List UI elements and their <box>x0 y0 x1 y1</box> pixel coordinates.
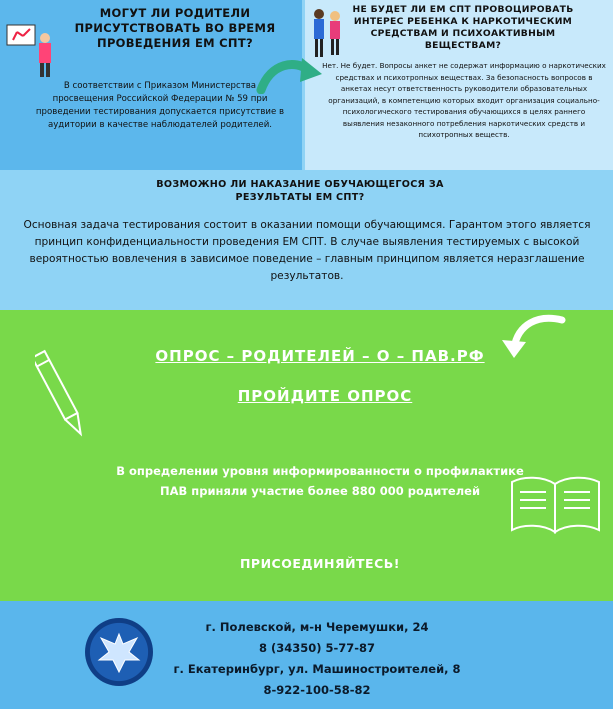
phone-polevskoy[interactable]: 8 (34350) 5-77-87 <box>258 641 376 655</box>
join-call-text: ПРИСОЕДИНЯЙТЕСЬ! <box>239 556 401 571</box>
eagle-logo-icon <box>85 618 153 686</box>
address-polevskoy: г. Полевской, м-н Черемушки, 24 <box>205 620 429 634</box>
phone-ekaterinburg[interactable]: 8-922-100-58-82 <box>263 683 371 697</box>
answer-text-parents: В соответствии с Приказом Министерства просвещения Российской Федерации № 59 при проведении тестирования допускается присутствие в аудитории в качестве наблюдателей родителей. <box>35 81 285 130</box>
question-title-punishment: ВОЗМОЖНО ЛИ НАКАЗАНИЕ ОБУЧАЮЩЕГОСЯ ЗА РЕЗУЛЬТАТЫ ЕМ СПТ? <box>156 179 444 203</box>
question-title-interest: НЕ БУДЕТ ЛИ ЕМ СПТ ПРОВОЦИРОВАТЬ ИНТЕРЕС РЕБЕНКА К НАРКОТИЧЕСКИМ СРЕДСТВАМ И ПСИХОАКТИВНЫМ ВЕЩЕСТВАМ? <box>352 4 574 51</box>
address-ekaterinburg: г. Екатеринбург, ул. Машиностроителей, 8 <box>173 662 461 676</box>
eagle-emblem-icon <box>93 626 145 678</box>
teacher-illustration-icon <box>5 20 60 80</box>
open-book-icon <box>508 470 603 540</box>
take-survey-link[interactable]: ПРОЙДИТЕ ОПРОС <box>237 387 413 405</box>
survey-link[interactable]: ОПРОС – РОДИТЕЛЕЙ – О – ПАВ.РФ <box>155 347 485 365</box>
survey-info-text: В определении уровня информированности о профилактике ПАВ приняли участие более 880 000 родителей <box>116 464 524 498</box>
curved-arrow-icon <box>256 52 326 94</box>
answer-text-interest: Нет. Не будет. Вопросы анкет не содержат информацию о наркотических средствах и психотропных веществах. За безопасность вопросов в анкетах несут ответственность руководители образовательных организаций, в компетенцию которых входит организация социально-психологического тестирования обучающихся в целях раннего выявления незаконного потребления наркотических средств и психотропных веществ. <box>322 61 606 139</box>
pencil-icon <box>35 345 85 445</box>
answer-text-punishment: Основная задача тестирования состоит в оказании помощи обучающимся. Гарантом этого является принцип конфиденциальности проведения ЕМ СПТ. В случае выявления тестируемых с высокой вероятностью вовлечения в зависимое поведение – главным принципом является неразглашение результатов. <box>23 219 591 282</box>
question-title-parents: МОГУТ ЛИ РОДИТЕЛИ ПРИСУТСТВОВАТЬ ВО ВРЕМЯ ПРОВЕДЕНИЯ ЕМ СПТ? <box>74 6 276 50</box>
